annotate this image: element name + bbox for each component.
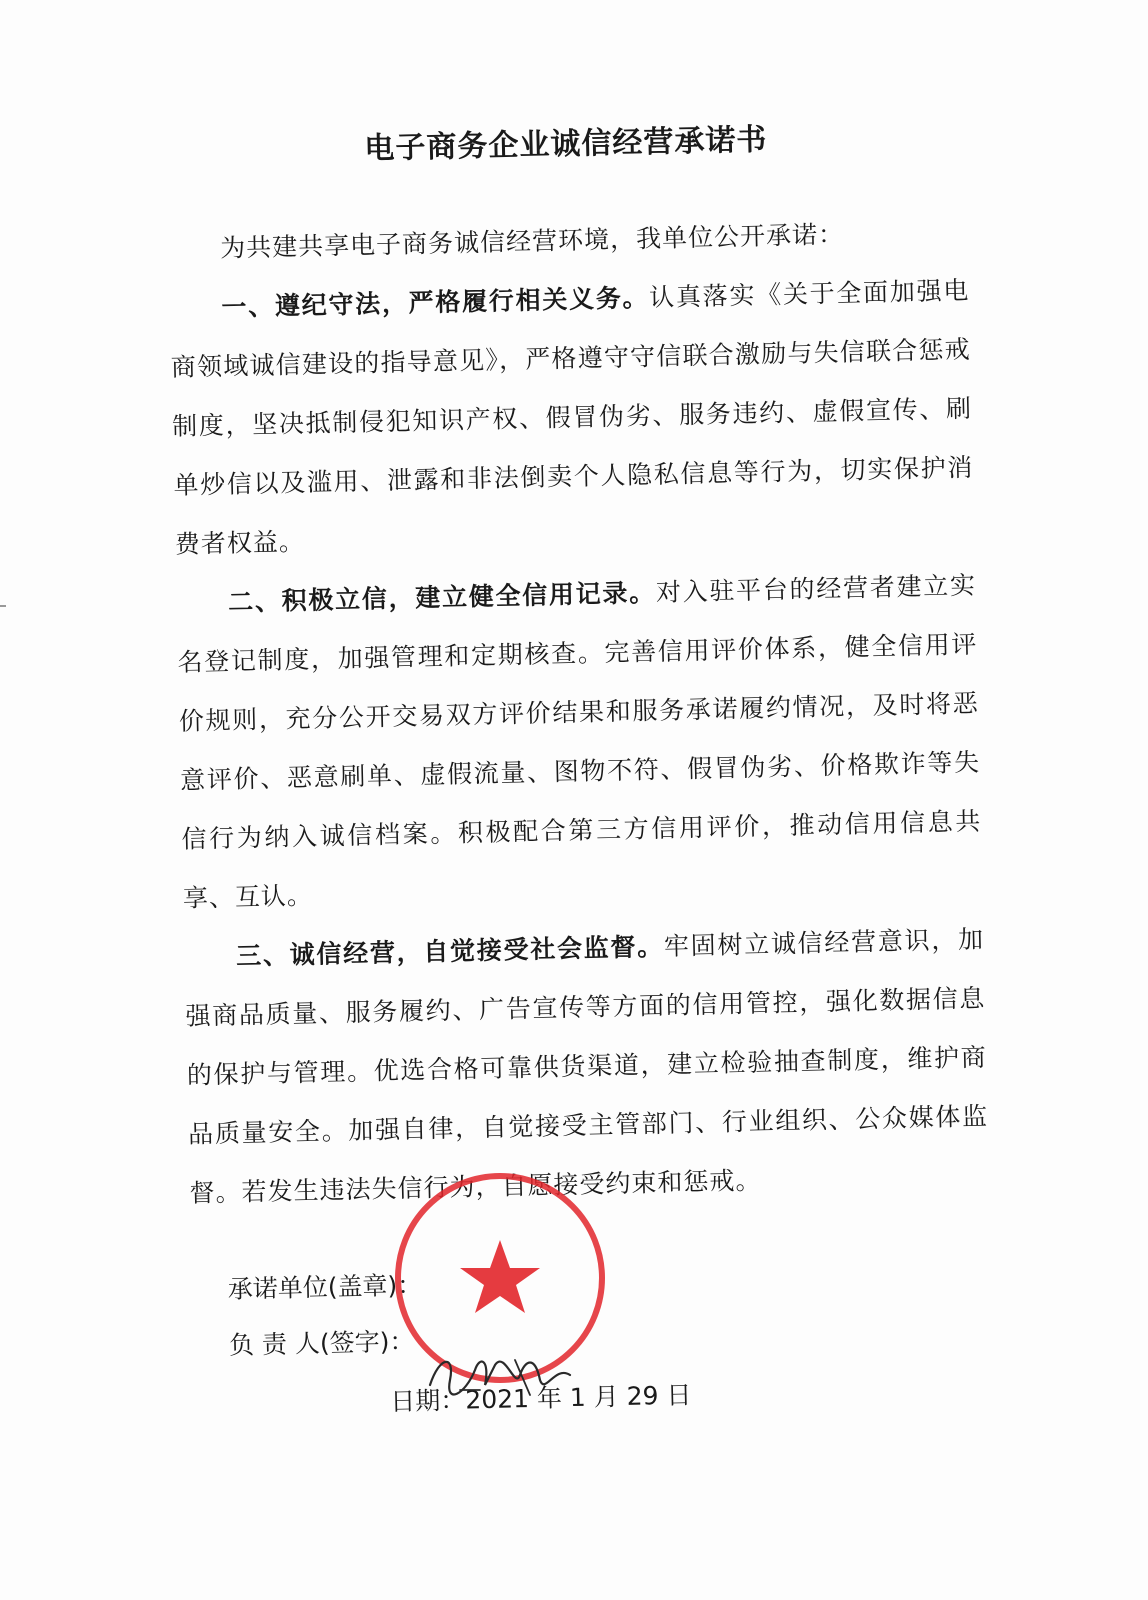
section-2-heading: 二、积极立信，建立健全信用记录。 xyxy=(227,577,657,617)
section-1-heading: 一、遵纪守法，严格履行相关义务。 xyxy=(221,283,650,322)
section-2 xyxy=(176,556,984,928)
section-1 xyxy=(169,261,975,574)
scan-edge-mark xyxy=(0,605,6,607)
section-3-heading: 三、诚信经营，自觉接受社会监督。 xyxy=(235,931,665,971)
signature-block xyxy=(227,1245,995,1434)
handwritten-signature xyxy=(420,1345,580,1405)
document-title: 电子商务企业诚信经营承诺书 xyxy=(364,122,768,167)
date-label: 日期： xyxy=(390,1385,466,1417)
section-1-body: 认真落实《关于全面加强电商领域诚信建设的指导意见》，严格遵守守信联合激励与失信联合惩戒制度，坚决抵制侵犯知识产权、假冒伪劣、服务违约、虚假宣传、刷单炒信以及滥用、泄露和非法倒卖个人隐私信息等行为，切实保护消费者权益。 xyxy=(170,275,974,559)
section-3-body: 牢固树立诚信经营意识，加强商品质量、服务履约、广告宣传等方面的信用管控，强化数据信息的保护与管理。优选合格可靠供货渠道，建立检验抽查制度，维护商品质量安全。加强自律，自觉接受主管部门、行业组织、公众媒体监督。若发生违法失信行为，自愿接受约束和惩戒。 xyxy=(185,924,989,1208)
section-2-body: 对入驻平台的经营者建立实名登记制度，加强管理和定期核查。完善信用评价体系，健全信用评价规则，充分公开交易双方评价结果和服务承诺履约情况，及时将恶意评价、恶意刷单、虚假流量、图物不符、假冒伪劣、价格欺诈等失信行为纳入诚信档案。积极配合第三方信用评价，推动信用信息共享、互认。 xyxy=(177,570,982,913)
date-value: 2021 年 1 月 29 日 xyxy=(465,1380,692,1415)
section-3 xyxy=(184,910,990,1223)
responsible-person-label: 负 责 人(签字)： xyxy=(228,1326,415,1360)
intro-paragraph: 为共建共享电子商务诚信经营环境，我单位公开承诺： xyxy=(219,219,845,263)
unit-seal-label: 承诺单位(盖章)： xyxy=(227,1270,423,1304)
document-body xyxy=(165,92,995,1435)
